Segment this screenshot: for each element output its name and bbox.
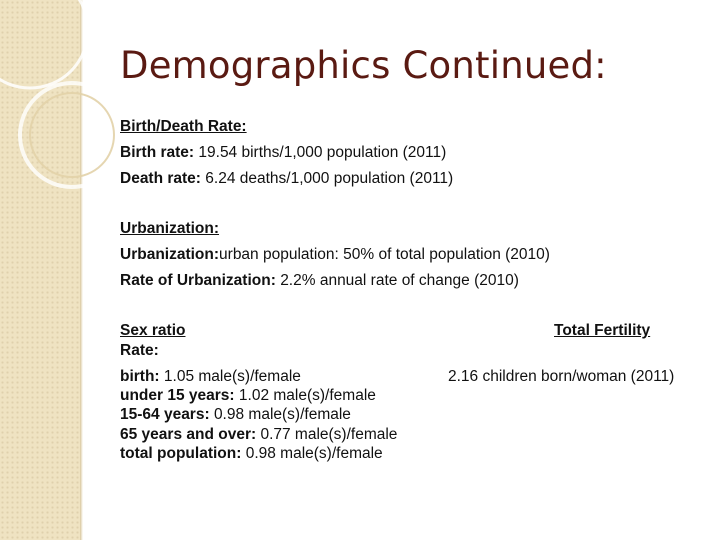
sex-ratio-row <box>120 445 383 463</box>
sex-ratio-label: 15-64 years: <box>120 406 210 423</box>
sex-ratio-row <box>120 426 397 444</box>
sex-ratio-value: 1.05 male(s)/female <box>163 368 301 385</box>
sex-ratio-value: 0.98 male(s)/female <box>213 406 351 423</box>
death-rate-value: 6.24 deaths/1,000 population (2011) <box>205 170 454 187</box>
fertility-heading: Total Fertility <box>554 322 651 339</box>
sex-ratio-value: 0.77 male(s)/female <box>260 426 398 443</box>
urbanization-rate-line <box>120 272 519 290</box>
sex-ratio-row <box>120 387 376 405</box>
sex-ratio-heading-line2: Rate: <box>120 342 159 359</box>
birth-rate-value: 19.54 births/1,000 population (2011) <box>198 144 447 161</box>
sex-ratio-label: 65 years and over: <box>120 426 257 443</box>
sex-ratio-row <box>120 368 301 386</box>
sex-ratio-label: birth: <box>120 368 160 385</box>
birth-rate-line <box>120 144 446 162</box>
sex-ratio-value: 0.98 male(s)/female <box>245 445 383 462</box>
urbanization-rate-value: 2.2% annual rate of change (2010) <box>280 272 519 289</box>
sex-ratio-value: 1.02 male(s)/female <box>238 387 376 404</box>
fertility-value: 2.16 children born/woman (2011) <box>448 368 675 385</box>
urbanization-heading: Urbanization: <box>120 220 220 237</box>
sex-ratio-heading: Sex ratio <box>120 322 186 339</box>
death-rate-line <box>120 170 453 188</box>
urbanization-rate-label: Rate of Urbanization: <box>120 272 276 289</box>
sex-ratio-label: total population: <box>120 445 242 462</box>
birth-death-heading: Birth/Death Rate: <box>120 118 247 135</box>
sex-ratio-label: under 15 years: <box>120 387 235 404</box>
death-rate-label: Death rate: <box>120 170 201 187</box>
birth-rate-label: Birth rate: <box>120 144 195 161</box>
page-title: Demographics Continued: <box>120 44 607 87</box>
urbanization-value: urban population: 50% of total population (2010) <box>219 246 550 263</box>
sex-ratio-row <box>120 406 351 424</box>
urbanization-line <box>120 246 550 264</box>
urbanization-label: Urbanization: <box>120 246 220 263</box>
